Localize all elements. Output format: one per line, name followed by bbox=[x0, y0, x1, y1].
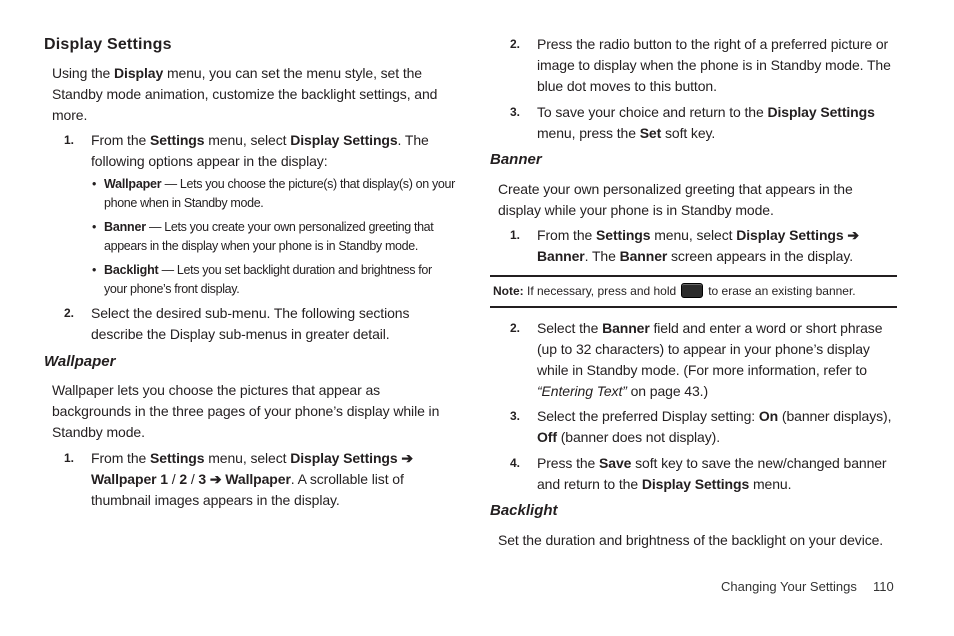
step-number: 1. bbox=[64, 133, 75, 147]
step-number: 4. bbox=[510, 456, 521, 470]
step-number: 1. bbox=[510, 228, 521, 242]
bullet-banner: Banner — Lets you create your own personalized greeting that appears in the display when your phone is in Standby mode. bbox=[104, 220, 434, 253]
note-bottom-rule bbox=[490, 306, 897, 308]
step-number: 2. bbox=[510, 37, 521, 51]
banner-step-2-text: Select the Banner field and enter a word or short phrase (up to 32 characters) to appear in your phone’s display while in Standby mode. (For more information, refer to “Entering Text” on page 43.) bbox=[537, 320, 883, 399]
footer-section-name: Changing Your Settings bbox=[721, 579, 857, 594]
banner-step-1-text: From the Settings menu, select Display Settings ➔ Banner. The Banner screen appears in the display. bbox=[537, 227, 859, 264]
bullet-marker: • bbox=[92, 263, 97, 277]
banner-heading: Banner bbox=[490, 151, 542, 168]
cross-reference-link[interactable]: “Entering Text” bbox=[537, 383, 627, 399]
step-number: 1. bbox=[64, 451, 75, 465]
wallpaper-step-3-text: To save your choice and return to the Display Settings menu, press the Set soft key. bbox=[537, 104, 875, 141]
step-number: 2. bbox=[64, 306, 75, 320]
note-text: Note: If necessary, press and hold to erase an existing banner. bbox=[493, 284, 856, 298]
step-1-text: From the Settings menu, select Display Settings. The following options appear in the display: bbox=[91, 132, 429, 169]
bullet-marker: • bbox=[92, 220, 97, 234]
wallpaper-step-2-text: Press the radio button to the right of a preferred picture or image to display when the phone is in Standby mode. The blue dot moves to this button. bbox=[537, 36, 891, 94]
intro-paragraph: Using the Display menu, you can set the menu style, set the Standby mode animation, customize the backlight settings, and more. bbox=[52, 65, 438, 123]
wallpaper-step-1-text: From the Settings menu, select Display Settings ➔ Wallpaper 1 / 2 / 3 ➔ Wallpaper. A scrollable list of thumbnail images appears in the display. bbox=[91, 450, 413, 508]
note-label: Note: bbox=[493, 284, 524, 298]
note-top-rule bbox=[490, 275, 897, 277]
bullet-marker: • bbox=[92, 177, 97, 191]
backlight-paragraph: Set the duration and brightness of the backlight on your device. bbox=[498, 532, 884, 548]
banner-paragraph: Create your own personalized greeting that appears in the display while your phone is in Standby mode. bbox=[498, 181, 853, 218]
step-number: 3. bbox=[510, 409, 521, 423]
step-number: 3. bbox=[510, 105, 521, 119]
clear-key-icon bbox=[681, 283, 703, 298]
backlight-heading: Backlight bbox=[490, 502, 558, 519]
bullet-wallpaper: Wallpaper — Lets you choose the picture(s) that display(s) on your phone when in Standby mode. bbox=[104, 177, 455, 210]
bullet-backlight: Backlight — Lets you set backlight duration and brightness for your phone’s front display. bbox=[104, 263, 432, 296]
wallpaper-heading: Wallpaper bbox=[44, 353, 116, 370]
section-title: Display Settings bbox=[44, 36, 172, 53]
wallpaper-paragraph: Wallpaper lets you choose the pictures that appear as backgrounds in the three pages of your phone’s display while in Standby mode. bbox=[52, 382, 440, 440]
page-number: 110 bbox=[873, 579, 894, 594]
banner-step-4-text: Press the Save soft key to save the new/changed banner and return to the Display Settings menu. bbox=[537, 455, 887, 492]
step-number: 2. bbox=[510, 321, 521, 335]
banner-step-3-text: Select the preferred Display setting: On (banner displays), Off (banner does not display). bbox=[537, 408, 892, 445]
step-2-text: Select the desired sub-menu. The following sections describe the Display sub-menus in greater detail. bbox=[91, 305, 410, 342]
